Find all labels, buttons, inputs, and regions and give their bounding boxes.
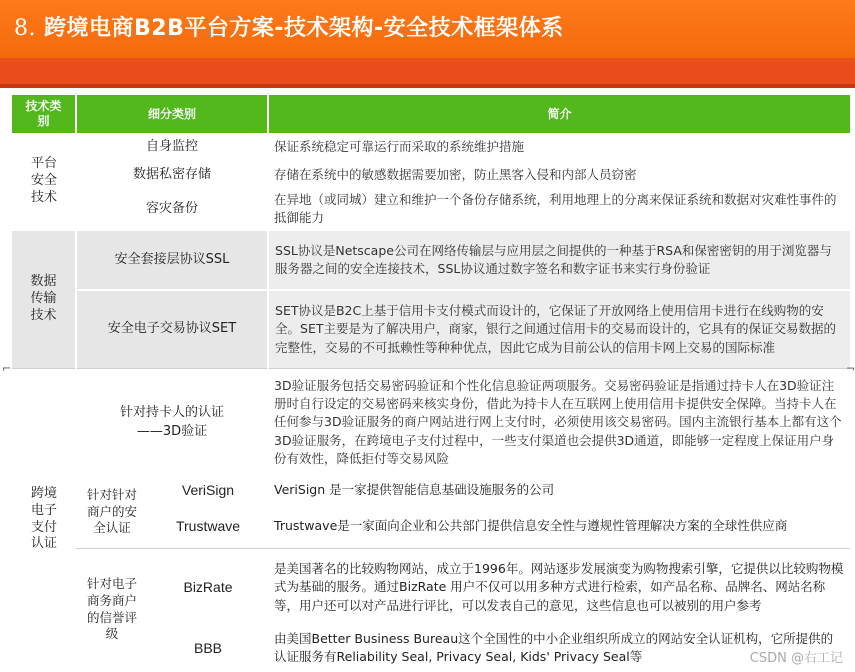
- category-payment-auth: 跨境电子支付认证: [12, 368, 76, 670]
- description-cell: Trustwave是一家面向企业和公共部门提供信息安全性与遵规性管理解决方案的全球性供应商: [274, 517, 788, 533]
- table-row: [12, 189, 850, 230]
- description-cell: 是美国著名的比较购物网站，成立于1996年。网站逐步发展演变为购物搜索引擎，它提供以比较购物模式为基础的服务。通过BizRate 用户不仅可以用多种方式进行检索，如产品名称、品牌名、网站名称等，用户还可以对产品进行评比，可以发表自己的意见，这些信息也可以被别的用户参考: [268, 548, 850, 626]
- description-cell: 在异地（或同城）建立和维护一个备份存储系统，利用地理上的分离来保证系统和数据对灾难性事件的抵御能力: [274, 192, 837, 226]
- table-row: [12, 548, 850, 626]
- table-row: [12, 368, 850, 476]
- table-row: [12, 230, 850, 290]
- table-header-row: [12, 95, 850, 133]
- subcategory-cell: 数据私密存储: [133, 166, 212, 182]
- slide-title: 跨境电商B2B平台方案-技术架构-安全技术框架体系: [44, 16, 564, 41]
- header-description: 简介: [268, 95, 850, 133]
- brand-trustwave: Trustwave: [175, 517, 241, 534]
- table-row: [12, 290, 850, 368]
- watermark: CSDN @右工记: [749, 651, 843, 666]
- brand-verisign: VeriSign: [181, 482, 235, 499]
- table-row: [12, 133, 850, 161]
- slide-title-bar: [0, 0, 855, 58]
- description-cell: 3D验证服务包括交易密码验证和个性化信息验证两项服务。交易密码验证是指通过持卡人在3D验证注册时自行设定的交易密码来核实身份，借此为持卡人在互联网上使用信用卡提供安全保障。当持卡人在任何参与3D验证服务的商户网站进行网上支付时，必须使用该交易密码。国内主流银行基本上都有这个3D验证服务，在跨境电子支付过程中，一些支付渠道也会提供3D通道，即能够一定程度上保证用户身份有效性，降低拒付等交易风险: [268, 368, 850, 476]
- header-subcategory: 细分类别: [76, 95, 268, 133]
- subcategory-cell: 容灾备份: [146, 200, 199, 216]
- table-row: [12, 161, 850, 189]
- description-cell: 由美国Better Business Bureau这个全国性的中小企业组织所成立的网站安全认证机构，它所提供的认证服务有Reliability Seal, Privacy Seal, Kids' Privacy Seal等: [274, 631, 834, 665]
- description-cell: SET协议是B2C上基于信用卡支付模式而设计的，它保证了开放网络上使用信用卡进行在线购物的安全。SET主要是为了解决用户，商家，银行之间通过信用卡的交易而设计的，它具有的保证交易数据的完整性，交易的不可抵赖性等种种优点，因此它成为目前公认的信用卡网上交易的国际标准: [268, 290, 850, 368]
- category-data-transport: 数据传输技术: [12, 230, 76, 368]
- slide-number: 8.: [14, 16, 36, 41]
- brand-bizrate: BizRate: [148, 548, 268, 626]
- brand-bbb: BBB: [194, 640, 223, 657]
- right-edge-marker: ¬: [846, 362, 855, 375]
- subcategory-merchant-auth: 针对针对商户的安全认证: [86, 486, 137, 536]
- subcategory-cell: 自身监控: [146, 138, 199, 154]
- description-cell: VeriSign 是一家提供智能信息基础设施服务的公司: [274, 482, 555, 498]
- description-cell: 保证系统稳定可靠运行而采取的系统维护措施: [274, 138, 525, 154]
- description-cell: 存储在系统中的敏感数据需要加密，防止黑客入侵和内部人员窃密: [274, 166, 637, 182]
- subcategory-cell: 安全电子交易协议SET: [76, 290, 268, 368]
- subcategory-reputation: 针对电子商务商户的信誉评级: [76, 548, 148, 670]
- subcategory-cell: 安全套接层协议SSL: [76, 230, 268, 290]
- table-row: [12, 476, 850, 504]
- subcategory-cell: 针对持卡人的认证——3D验证: [76, 368, 268, 476]
- description-cell: SSL协议是Netscape公司在网络传输层与应用层之间提供的一种基于RSA和保密密钥的用于浏览器与服务器之间的安全连接技术，SSL协议通过数字签名和数字证书来实行身份验证: [268, 230, 850, 290]
- header-category: 技术类别: [12, 95, 76, 133]
- category-platform-security: 平台安全技术: [30, 155, 57, 205]
- left-edge-marker: ⌐: [2, 362, 12, 375]
- security-framework-table-container: [12, 95, 850, 672]
- security-framework-table: [12, 95, 850, 670]
- title-accent-bar: [0, 58, 855, 88]
